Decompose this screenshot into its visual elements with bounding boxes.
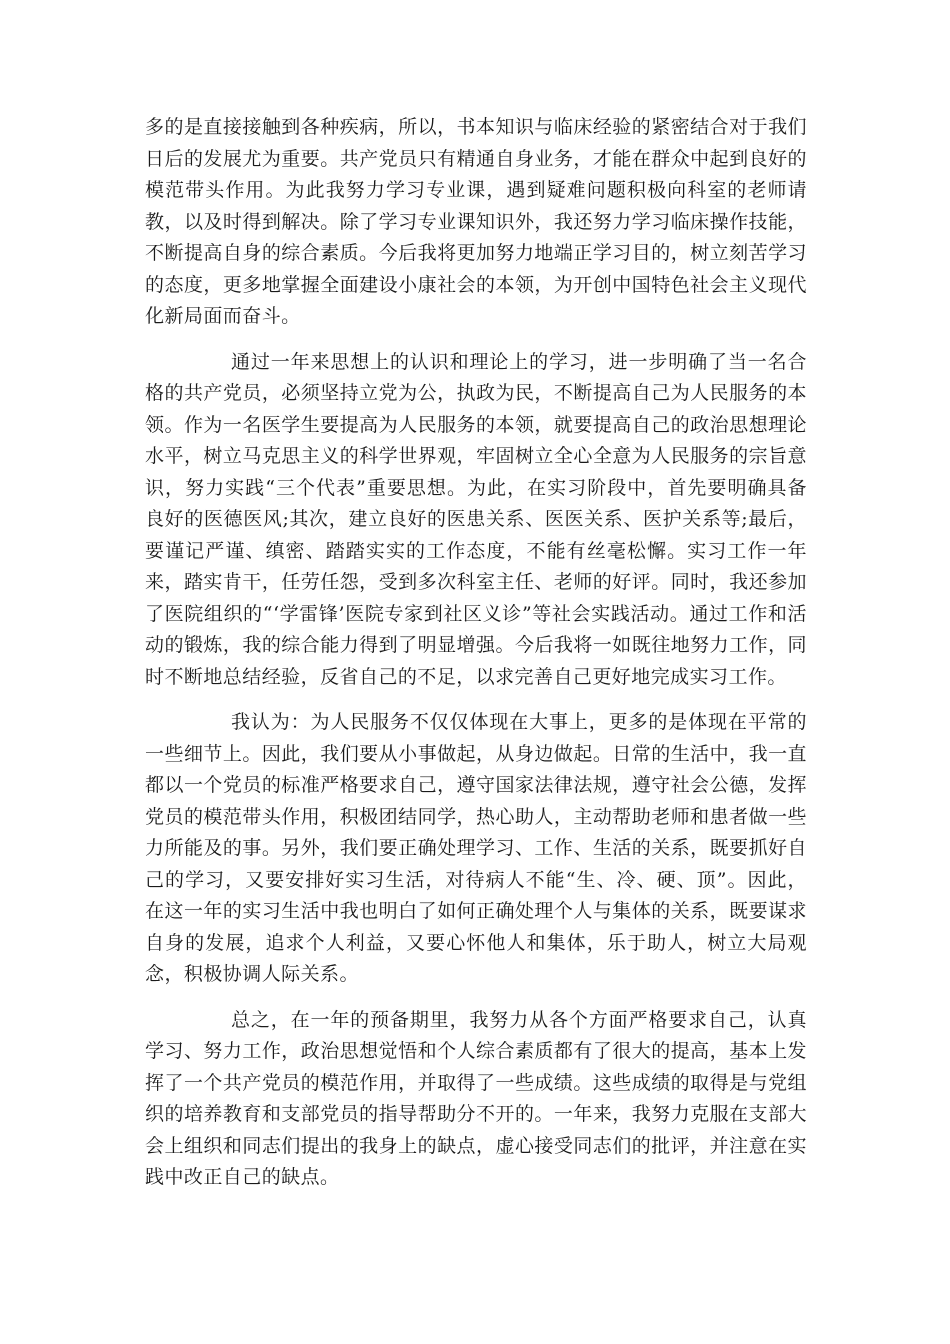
document-body (145, 112, 807, 1208)
paragraph-1: 多的是直接接触到各种疾病，所以，书本知识与临床经验的紧密结合对于我们日后的发展尤为重要。共产党员只有精通自身业务，才能在群众中起到良好的模范带头作用。为此我努力学习专业课，遇到疑难问题积极向科室的老师请教，以及时得到解决。除了学习专业课知识外，我还努力学习临床操作技能，不断提高自身的综合素质。今后我将更加努力地端正学习目的，树立刻苦学习的态度，更多地掌握全面建设小康社会的本领，为开创中国特色社会主义现代化新局面而奋斗。 (145, 116, 807, 327)
paragraph-3: 我认为：为人民服务不仅仅体现在大事上，更多的是体现在平常的一些细节上。因此，我们要从小事做起，从身边做起。日常的生活中，我一直都以一个党员的标准严格要求自己，遵守国家法律法规，遵守社会公德，发挥党员的模范带头作用，积极团结同学，热心助人，主动帮助老师和患者做一些力所能及的事。另外，我们要正确处理学习、工作、生活的关系，既要抓好自己的学习，又要安排好实习生活，对待病人不能“生、冷、硬、顶”。因此，在这一年的实习生活中我也明白了如何正确处理个人与集体的关系，既要谋求自身的发展，追求个人利益，又要心怀他人和集体，乐于助人，树立大局观念，积极协调人际关系。 (145, 711, 807, 985)
paragraph-4: 总之，在一年的预备期里，我努力从各个方面严格要求自己，认真学习、努力工作，政治思想觉悟和个人综合素质都有了很大的提高，基本上发挥了一个共产党员的模范作用，并取得了一些成绩。这些成绩的取得是与党组织的培养教育和支部党员的指导帮助分不开的。一年来，我努力克服在支部大会上组织和同志们提出的我身上的缺点，虚心接受同志们的批评，并注意在实践中改正自己的缺点。 (145, 1008, 807, 1188)
paragraph-2: 通过一年来思想上的认识和理论上的学习，进一步明确了当一名合格的共产党员，必须坚持立党为公，执政为民，不断提高自己为人民服务的本领。作为一名医学生要提高为人民服务的本领，就要提高自己的政治思想理论水平，树立马克思主义的科学世界观，牢固树立全心全意为人民服务的宗旨意识，努力实践“三个代表”重要思想。为此，在实习阶段中，首先要明确具备良好的医德医风;其次，建立良好的医患关系、医医关系、医护关系等;最后，要谨记严谨、缜密、踏踏实实的工作态度，不能有丝毫松懈。实习工作一年来，踏实肯干，任劳任怨，受到多次科室主任、老师的好评。同时，我还参加了医院组织的“‘学雷锋’医院专家到社区义诊”等社会实践活动。通过工作和活动的锻炼，我的综合能力得到了明显增强。今后我将一如既往地努力工作，同时不断地总结经验，反省自己的不足，以求完善自己更好地完成实习工作。 (145, 350, 807, 688)
